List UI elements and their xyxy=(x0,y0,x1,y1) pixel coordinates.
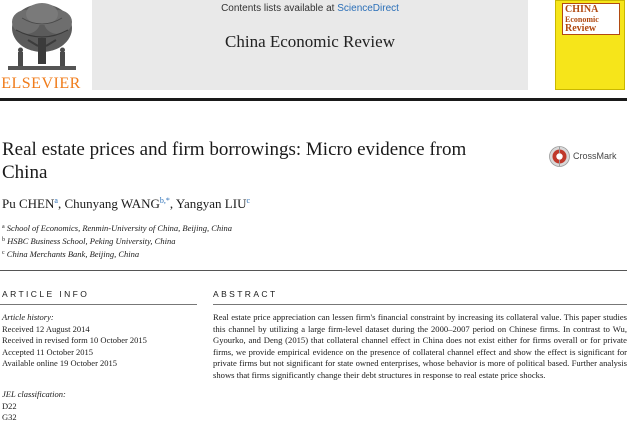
author-affiliation-mark[interactable]: b,* xyxy=(159,196,170,205)
affiliation-text: China Merchants Bank, Beijing, China xyxy=(6,249,140,259)
journal-banner xyxy=(92,0,528,90)
journal-cover-thumbnail[interactable] xyxy=(555,0,625,90)
elsevier-tree-icon xyxy=(2,0,82,74)
contents-line xyxy=(92,3,528,14)
abstract-rule xyxy=(213,304,627,305)
affiliation-text: HSBC Business School, Peking University, China xyxy=(7,236,176,246)
jel-label: JEL classification: xyxy=(2,389,66,399)
crossmark-icon xyxy=(549,146,570,167)
affiliation-mark: b xyxy=(2,237,5,243)
abstract-text: Real estate price appreciation can lessen firm's financial constraint by increasing its collateral value. This paper studies this channel by utilizing a large firm-level dataset during the 2000–2007 period on Chinese firms. In contrast to Wu, Gyourko, and Deng (2015) that collateral channel effect in China does not exist either for firms overall or for private firms, we provide empirical evidence on the presence of collateral channel effect and show the effect is significant for private firms but not significant for state owned enterprises, whose behavior is more of political based. Further analysis shows that firms significantly change their debt structures in response to real estate price shocks. xyxy=(213,312,627,380)
affiliation-item xyxy=(2,247,232,260)
journal-header xyxy=(0,0,627,101)
author-name[interactable]: Yangyan LIU xyxy=(175,196,247,211)
affiliation-mark: a xyxy=(2,224,5,230)
history-label: Article history: xyxy=(2,312,54,322)
history-entry: Received in revised form 10 October 2015 xyxy=(2,335,147,345)
article-info-rule xyxy=(0,304,197,305)
affiliation-item xyxy=(2,221,232,234)
cover-line-3: Review xyxy=(565,23,597,34)
jel-classification xyxy=(2,389,66,424)
crossmark-label: CrossMark xyxy=(573,151,617,161)
author-list xyxy=(2,196,250,212)
author-name[interactable]: Pu CHEN xyxy=(2,196,55,211)
author-separator: , xyxy=(57,196,65,211)
history-entry: Accepted 11 October 2015 xyxy=(2,346,94,357)
article-title: Real estate prices and firm borrowings: Micro evidence from China xyxy=(2,139,467,183)
sciencedirect-link[interactable]: ScienceDirect xyxy=(337,3,399,14)
author-affiliation-mark[interactable]: a xyxy=(54,196,58,205)
article-info-heading: ARTICLE INFO xyxy=(2,289,90,299)
affiliation-text: School of Economics, Renmin-University of China, Beijing, China xyxy=(6,223,233,233)
author-name[interactable]: Chunyang WANG xyxy=(64,196,160,211)
contents-prefix: Contents lists available at xyxy=(221,3,338,14)
affiliation-item xyxy=(2,234,232,247)
publisher-name: ELSEVIER xyxy=(1,75,81,92)
history-entry: Available online 19 October 2015 xyxy=(2,358,118,368)
journal-title[interactable]: China Economic Review xyxy=(225,32,395,51)
affiliation-list xyxy=(2,221,232,260)
cover-line-1: CHINA xyxy=(565,4,599,15)
cover-line-2: Economic xyxy=(565,15,599,24)
jel-code: D22 xyxy=(2,400,17,411)
cover-title-box xyxy=(562,3,620,35)
article-history xyxy=(2,312,147,370)
jel-code: G32 xyxy=(2,412,17,422)
history-entry: Received 12 August 2014 xyxy=(2,323,90,334)
affiliation-divider xyxy=(0,270,627,271)
author-affiliation-mark[interactable]: c xyxy=(246,196,251,205)
affiliation-mark: c xyxy=(2,250,5,256)
header-divider xyxy=(0,98,627,101)
author-separator: , xyxy=(169,196,176,211)
crossmark-badge[interactable] xyxy=(549,146,627,168)
abstract-heading: ABSTRACT xyxy=(213,289,278,299)
